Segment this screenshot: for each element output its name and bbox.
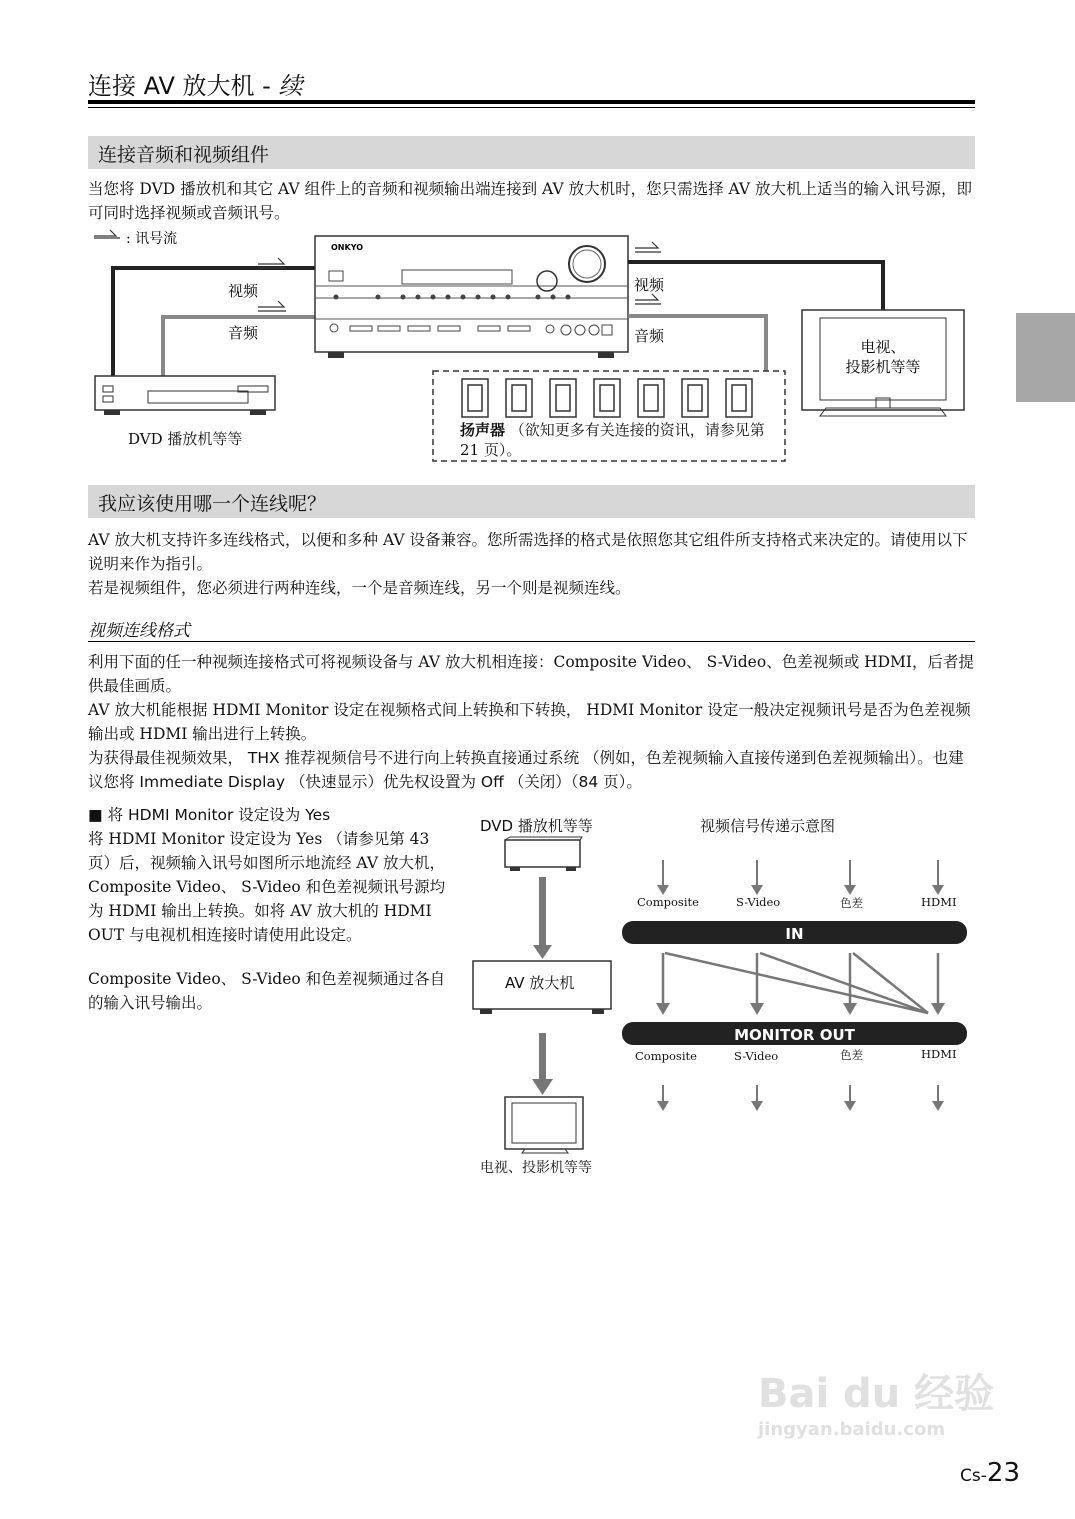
section2-paragraph-1: AV 放大机支持许多连线格式，以便和多种 AV 设备兼容。您所需选择的格式是依照您其它组件所支持格式来决定的。请使用以下说明来作为指引。 bbox=[88, 531, 968, 573]
video-formats-title: 视频连线格式 bbox=[88, 621, 190, 641]
amp-label: AV 放大机 bbox=[505, 974, 575, 992]
av-receiver bbox=[315, 236, 628, 358]
video-formats-paragraph-2: AV 放大机能根据 HDMI Monitor 设定在视频格式间上转换和下转换， HDMI Monitor 设定一般决定视频讯号是否为色差视频输出或 HDMI 输出进行上转换。 bbox=[88, 701, 971, 743]
receiver-brand: ONKYO bbox=[331, 243, 364, 252]
page-prefix: Cs- bbox=[960, 1466, 987, 1486]
hdmi-monitor-paragraph-1: 将 HDMI Monitor 设定设为 Yes （请参见第 43 页）后，视频输入讯号如图所示地流经 AV 放大机， Composite Video、 S-Video 和色差视频讯号源均为 HDMI 输出上转换。如将 AV 放大机的 HDMI OUT 与电视机相连接时请使用此设定。 bbox=[88, 830, 446, 944]
out-port-svideo: S-Video bbox=[734, 1049, 779, 1063]
page-title bbox=[88, 66, 302, 101]
section-title-connect: 连接音频和视频组件 bbox=[98, 144, 270, 166]
watermark-url: jingyan.baidu.com bbox=[758, 1419, 946, 1440]
watermark bbox=[758, 1362, 994, 1440]
out-port-hdmi: HDMI bbox=[921, 1047, 957, 1061]
video-formats-bold-paragraph: 为获得最佳视频效果， THX 推荐视频信号不进行向上转换直接通过系统 （例如，色差视频输入直接传递到色差视频输出）。也建议您将 Immediate Display （快速显示）优先权设置为 Off （关闭）（84 页）。 bbox=[88, 749, 964, 791]
in-port-hdmi: HDMI bbox=[921, 895, 957, 909]
out-arrows bbox=[663, 1085, 938, 1103]
page-title-suffix: 续 bbox=[278, 72, 303, 100]
video-cable-left bbox=[113, 268, 315, 376]
page-num-value: 23 bbox=[986, 1458, 1020, 1488]
label-audio-right: 音频 bbox=[634, 327, 665, 345]
label-video-left: 视频 bbox=[228, 282, 259, 300]
legend-text: : 讯号流 bbox=[126, 231, 178, 247]
in-port-svideo: S-Video bbox=[736, 895, 781, 909]
speaker-icons bbox=[462, 379, 752, 417]
tv-small-icon bbox=[505, 1097, 583, 1153]
in-port-composite: Composite bbox=[637, 895, 699, 909]
signal-flow-diagram bbox=[470, 835, 970, 1160]
video-cable-right bbox=[628, 262, 883, 310]
section2-paragraph-2: 若是视频组件，您必须进行两种连线，一个是音频连线，另一个则是视频连线。 bbox=[88, 579, 631, 597]
page-number bbox=[960, 1458, 1020, 1488]
watermark-text: Bai du 经验 bbox=[758, 1371, 995, 1417]
tv-label-line1: 电视、 bbox=[860, 338, 906, 356]
signal-arrow-icon bbox=[635, 242, 661, 252]
section-bar-which bbox=[88, 485, 975, 518]
label-audio-left: 音频 bbox=[228, 324, 259, 342]
in-arrows bbox=[663, 860, 938, 887]
video-formats-paragraph-1: 利用下面的任一种视频连接格式可将视频设备与 AV 放大机相连接：Composite Video、 S-Video、色差视频或 HDMI，后者提供最佳画质。 bbox=[88, 653, 975, 695]
flow-title: 视频信号传递示意图 bbox=[700, 817, 836, 835]
tv-label-line2: 投影机等等 bbox=[845, 358, 921, 376]
out-port-composite: Composite bbox=[635, 1049, 697, 1063]
section-title-which: 我应该使用哪一个连线呢？ bbox=[98, 493, 327, 515]
label-video-right: 视频 bbox=[634, 276, 665, 294]
hdmi-monitor-paragraph-2: Composite Video、 S-Video 和色差视频通过各自的输入讯号输出。 bbox=[88, 970, 446, 1012]
legend-arrow-icon bbox=[94, 230, 120, 238]
side-tab bbox=[1016, 313, 1075, 402]
in-port-component: 色差 bbox=[840, 896, 863, 910]
section1-paragraph: 当您将 DVD 播放机和其它 AV 组件上的音频和视频输出端连接到 AV 放大机时，您只需选择 AV 放大机上适当的输入讯号源，即可同时选择视频或音频讯号。 bbox=[88, 180, 973, 222]
header-rule-thick bbox=[88, 100, 975, 104]
speakers-label: 扬声器 （欲知更多有关连接的资讯，请参见第 21 页）。 bbox=[460, 421, 765, 459]
dvd-box-icon bbox=[505, 837, 582, 871]
speakers-bold: 扬声器 bbox=[460, 421, 506, 439]
signal-arrow-icon bbox=[635, 294, 661, 304]
dvd-flow-label: DVD 播放机等等 bbox=[480, 817, 593, 835]
dvd-label: DVD 播放机等等 bbox=[128, 430, 243, 448]
down-arrow-icon bbox=[532, 1033, 553, 1095]
dvd-player-icon bbox=[95, 376, 275, 415]
out-port-component: 色差 bbox=[840, 1048, 863, 1062]
page-title-text: 连接 AV 放大机 - bbox=[88, 72, 279, 100]
hdmi-monitor-heading: ■ 将 HDMI Monitor 设定设为 Yes bbox=[88, 806, 331, 824]
down-arrow-icon bbox=[533, 877, 552, 959]
video-formats-rule bbox=[88, 641, 975, 642]
tv-flow-label: 电视、投影机等等 bbox=[480, 1160, 592, 1176]
conversion-arrows bbox=[663, 953, 938, 1013]
in-label: IN bbox=[785, 925, 804, 943]
section-bar-connect bbox=[88, 136, 975, 169]
header-rule-thin bbox=[88, 107, 975, 108]
monitor-out-label: MONITOR OUT bbox=[734, 1026, 855, 1044]
signal-arrow-icon bbox=[258, 301, 286, 311]
